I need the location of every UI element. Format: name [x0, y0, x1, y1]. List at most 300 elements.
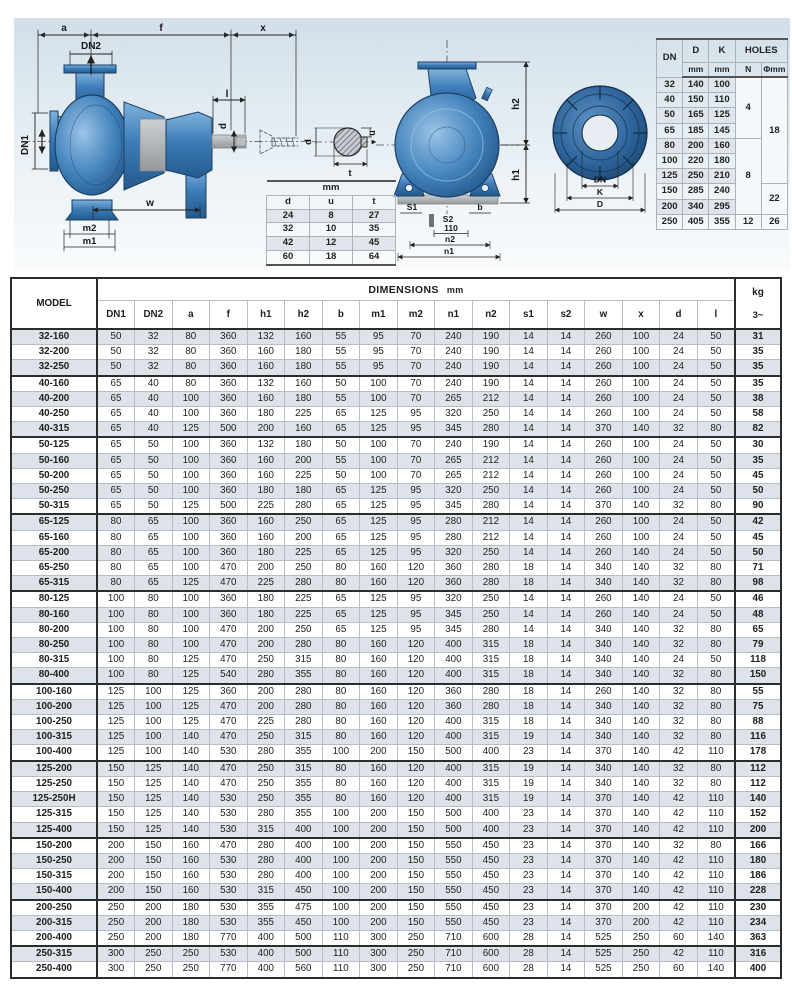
dim-cell: 315: [472, 653, 510, 668]
dim-cell: 370: [585, 822, 623, 838]
dim-cell: 80: [322, 730, 360, 745]
dim-cell: 14: [547, 561, 585, 576]
dim-cell: 190: [472, 329, 510, 345]
dim-cell: 18: [510, 684, 548, 700]
model-cell: 100-250: [11, 715, 97, 730]
dim-cell: 100: [622, 407, 660, 422]
dim-cell: 160: [360, 715, 398, 730]
dim-cell: 80: [135, 653, 173, 668]
dim-cell: 200: [360, 884, 398, 900]
dim-cell: 550: [435, 853, 473, 868]
dim-cell: 100: [172, 607, 210, 622]
dim-cell: 340: [585, 576, 623, 592]
kg-cell: 58: [735, 407, 781, 422]
dim-cell: 14: [547, 407, 585, 422]
dim-cell: 100: [360, 468, 398, 483]
kg-cell: 112: [735, 761, 781, 777]
dim-cell: 32: [660, 699, 698, 714]
dim-cell: 320: [435, 591, 473, 607]
dim-cell: 100: [172, 514, 210, 530]
dim-cell: 200: [360, 822, 398, 838]
dim-cell: 140: [622, 668, 660, 684]
dim-cell: 320: [435, 407, 473, 422]
flange-table-cell: 200: [657, 199, 683, 214]
dim-cell: 160: [285, 422, 323, 438]
dim-cell: 110: [697, 807, 735, 822]
dim-cell: 400: [285, 869, 323, 884]
dim-cell: 770: [210, 962, 248, 978]
kg-cell: 178: [735, 745, 781, 761]
flange-holes-phi-header: Φmm: [761, 63, 787, 78]
kg-cell: 88: [735, 715, 781, 730]
dim-cell: 14: [510, 360, 548, 376]
dim-cell: 125: [360, 607, 398, 622]
flange-table-cell: 125: [709, 108, 735, 123]
dim-cell: 500: [435, 822, 473, 838]
model-cell: 50-250: [11, 484, 97, 499]
dim-cell: 110: [322, 962, 360, 978]
dim-cell: 14: [547, 884, 585, 900]
dim-cell: 100: [360, 376, 398, 392]
table-row: [11, 391, 781, 406]
flange-table-cell: 405: [683, 214, 709, 229]
kg-cell: 71: [735, 561, 781, 576]
dim-label-dn: DN: [593, 174, 607, 185]
dim-cell: 190: [472, 360, 510, 376]
dim-cell: 200: [97, 884, 135, 900]
dim-cell: 450: [472, 884, 510, 900]
shaft-table-cell: 45: [353, 237, 396, 251]
dim-cell: 340: [585, 668, 623, 684]
dim-cell: 140: [622, 699, 660, 714]
dim-cell: 315: [472, 638, 510, 653]
dim-cell: 125: [172, 576, 210, 592]
table-row: [11, 730, 781, 745]
dim-cell: 225: [247, 499, 285, 515]
dim-cell: 65: [322, 530, 360, 545]
dim-cell: 200: [360, 838, 398, 854]
dim-cell: 50: [135, 437, 173, 453]
shaft-table-col-header: d: [267, 195, 310, 209]
dim-cell: 14: [547, 329, 585, 345]
model-cell: 150-250: [11, 853, 97, 868]
dim-cell: 50: [135, 453, 173, 468]
dim-column-header: n1: [435, 301, 473, 330]
flange-holes-phi-cell: 26: [761, 214, 787, 229]
table-row: [11, 900, 781, 916]
dim-cell: 360: [435, 561, 473, 576]
dim-cell: 200: [247, 684, 285, 700]
dim-cell: 150: [135, 853, 173, 868]
dim-cell: 14: [510, 607, 548, 622]
shaft-table-cell: 35: [353, 223, 396, 237]
dim-cell: 50: [697, 453, 735, 468]
dim-cell: 150: [397, 900, 435, 916]
dim-cell: 100: [97, 622, 135, 637]
dim-cell: 50: [697, 484, 735, 499]
dim-cell: 212: [472, 453, 510, 468]
dim-cell: 150: [397, 915, 435, 930]
dim-cell: 140: [622, 730, 660, 745]
dim-cell: 40: [135, 376, 173, 392]
dim-cell: 14: [547, 422, 585, 438]
dim-cell: 250: [397, 930, 435, 946]
model-cell: 50-200: [11, 468, 97, 483]
dim-cell: 14: [547, 915, 585, 930]
model-cell: 80-200: [11, 622, 97, 637]
dim-cell: 95: [397, 514, 435, 530]
dim-cell: 140: [172, 822, 210, 838]
table-row: [11, 668, 781, 684]
dim-cell: 125: [172, 668, 210, 684]
dim-cell: 14: [547, 745, 585, 761]
dim-cell: 140: [622, 607, 660, 622]
dim-column-header: w: [585, 301, 623, 330]
dim-cell: 95: [397, 545, 435, 560]
dim-cell: 14: [547, 776, 585, 791]
dim-label-a: a: [61, 23, 67, 34]
kg-cell: 234: [735, 915, 781, 930]
dim-cell: 360: [210, 484, 248, 499]
dim-cell: 100: [622, 376, 660, 392]
dim-cell: 140: [622, 653, 660, 668]
model-cell: 50-125: [11, 437, 97, 453]
dim-cell: 80: [172, 376, 210, 392]
dim-cell: 24: [660, 391, 698, 406]
dim-cell: 140: [172, 792, 210, 807]
kg-cell: 98: [735, 576, 781, 592]
dim-cell: 200: [247, 699, 285, 714]
dim-cell: 14: [547, 900, 585, 916]
model-cell: 65-160: [11, 530, 97, 545]
dim-cell: 65: [322, 514, 360, 530]
dim-cell: 65: [97, 499, 135, 515]
dim-cell: 140: [172, 761, 210, 777]
dim-cell: 400: [435, 715, 473, 730]
dim-cell: 80: [697, 668, 735, 684]
dim-cell: 180: [172, 900, 210, 916]
table-row: [11, 638, 781, 653]
dim-cell: 345: [435, 499, 473, 515]
dim-cell: 400: [285, 838, 323, 854]
dim-cell: 260: [585, 376, 623, 392]
dim-cell: 14: [510, 391, 548, 406]
dim-cell: 14: [510, 453, 548, 468]
flange-table-row: [657, 77, 788, 93]
table-row: [11, 776, 781, 791]
dim-cell: 100: [97, 591, 135, 607]
dim-cell: 160: [360, 761, 398, 777]
table-row: [11, 453, 781, 468]
dim-cell: 65: [322, 484, 360, 499]
dim-cell: 24: [660, 607, 698, 622]
table-row: [11, 545, 781, 560]
flange-holes-n-header: N: [735, 63, 761, 78]
dim-cell: 150: [97, 761, 135, 777]
dim-cell: 180: [172, 930, 210, 946]
dim-cell: 14: [510, 530, 548, 545]
dim-cell: 24: [660, 468, 698, 483]
dim-cell: 110: [697, 915, 735, 930]
dim-cell: 65: [97, 484, 135, 499]
dim-cell: 55: [322, 453, 360, 468]
kg-cell: 140: [735, 792, 781, 807]
dim-cell: 55: [322, 345, 360, 360]
dim-cell: 95: [397, 499, 435, 515]
dim-cell: 180: [285, 484, 323, 499]
dim-cell: 65: [322, 607, 360, 622]
table-row: [11, 499, 781, 515]
dim-cell: 100: [322, 807, 360, 822]
dim-cell: 80: [322, 561, 360, 576]
dim-column-header: h1: [247, 301, 285, 330]
table-row: [11, 930, 781, 946]
dim-cell: 14: [510, 545, 548, 560]
dim-cell: 19: [510, 792, 548, 807]
dim-cell: 110: [697, 822, 735, 838]
dim-cell: 250: [397, 946, 435, 962]
dim-cell: 250: [285, 561, 323, 576]
dim-cell: 400: [472, 822, 510, 838]
table-row: [11, 869, 781, 884]
dim-cell: 360: [210, 437, 248, 453]
dim-cell: 200: [97, 853, 135, 868]
dim-cell: 80: [172, 345, 210, 360]
flange-table-cell: 145: [709, 123, 735, 138]
dim-cell: 160: [247, 468, 285, 483]
flange-holes-n-cell: 12: [735, 214, 761, 229]
dim-cell: 360: [210, 391, 248, 406]
dim-cell: 140: [622, 807, 660, 822]
kg-cell: 50: [735, 484, 781, 499]
dim-cell: 125: [97, 730, 135, 745]
dim-cell: 14: [547, 437, 585, 453]
dim-cell: 14: [547, 376, 585, 392]
table-row: [11, 915, 781, 930]
model-cell: 100-315: [11, 730, 97, 745]
kg-cell: 118: [735, 653, 781, 668]
dim-label-n1: n1: [444, 246, 454, 256]
section-label-t: t: [348, 168, 352, 179]
kg-cell: 363: [735, 930, 781, 946]
kg-cell: 75: [735, 699, 781, 714]
dim-cell: 120: [397, 730, 435, 745]
dim-cell: 340: [585, 776, 623, 791]
dim-cell: 160: [360, 730, 398, 745]
dim-cell: 250: [247, 730, 285, 745]
model-cell: 32-200: [11, 345, 97, 360]
dim-cell: 14: [547, 792, 585, 807]
dim-cell: 65: [322, 545, 360, 560]
kg-cell: 186: [735, 869, 781, 884]
dim-cell: 340: [585, 730, 623, 745]
dim-cell: 14: [547, 730, 585, 745]
dim-cell: 100: [360, 391, 398, 406]
dim-cell: 100: [622, 437, 660, 453]
dim-cell: 160: [360, 776, 398, 791]
dim-cell: 14: [547, 807, 585, 822]
kg-cell: 200: [735, 822, 781, 838]
dim-cell: 370: [585, 499, 623, 515]
dim-cell: 140: [622, 422, 660, 438]
dim-cell: 125: [172, 684, 210, 700]
kg-cell: 35: [735, 376, 781, 392]
dim-cell: 100: [622, 391, 660, 406]
dim-cell: 250: [472, 484, 510, 499]
dim-cell: 24: [660, 530, 698, 545]
dim-cell: 140: [622, 684, 660, 700]
model-cell: 100-400: [11, 745, 97, 761]
dim-cell: 450: [472, 869, 510, 884]
dim-cell: 50: [697, 653, 735, 668]
dim-cell: 24: [660, 545, 698, 560]
dim-cell: 70: [397, 468, 435, 483]
table-row: [11, 962, 781, 978]
table-row: [11, 838, 781, 854]
dim-cell: 14: [547, 345, 585, 360]
dim-column-header: d: [660, 301, 698, 330]
dim-cell: 18: [510, 699, 548, 714]
dim-cell: 65: [97, 437, 135, 453]
flange-table-cell: 150: [657, 184, 683, 199]
dim-cell: 150: [397, 884, 435, 900]
dim-cell: 23: [510, 745, 548, 761]
dim-cell: 250: [622, 946, 660, 962]
technical-drawings-section: [14, 18, 790, 270]
dim-cell: 125: [360, 545, 398, 560]
dim-cell: 65: [97, 468, 135, 483]
model-cell: 250-315: [11, 946, 97, 962]
table-row: [11, 807, 781, 822]
dim-cell: 315: [247, 822, 285, 838]
dim-cell: 125: [360, 499, 398, 515]
model-cell: 125-400: [11, 822, 97, 838]
dim-cell: 150: [397, 853, 435, 868]
model-cell: 65-200: [11, 545, 97, 560]
shaft-key-table: [266, 180, 396, 266]
kg-cell: 46: [735, 591, 781, 607]
dim-cell: 360: [435, 576, 473, 592]
dim-cell: 50: [322, 376, 360, 392]
kg-cell: 35: [735, 360, 781, 376]
dim-cell: 260: [585, 607, 623, 622]
model-cell: 200-315: [11, 915, 97, 930]
dim-cell: 50: [135, 484, 173, 499]
dim-label-s2: S2: [442, 214, 454, 224]
dim-cell: 100: [322, 745, 360, 761]
dim-cell: 280: [247, 745, 285, 761]
dim-cell: 65: [97, 422, 135, 438]
dim-column-header: b: [322, 301, 360, 330]
dim-cell: 140: [172, 745, 210, 761]
kg-cell: 35: [735, 453, 781, 468]
dim-cell: 70: [397, 329, 435, 345]
dim-cell: 42: [660, 915, 698, 930]
dim-cell: 140: [172, 807, 210, 822]
dim-cell: 300: [360, 962, 398, 978]
dim-cell: 225: [285, 407, 323, 422]
dim-cell: 470: [210, 638, 248, 653]
dim-cell: 355: [285, 776, 323, 791]
dim-cell: 315: [472, 792, 510, 807]
dim-cell: 14: [547, 622, 585, 637]
model-cell: 100-160: [11, 684, 97, 700]
table-row: [11, 530, 781, 545]
dim-cell: 80: [697, 684, 735, 700]
dim-cell: 65: [97, 391, 135, 406]
dim-cell: 160: [247, 453, 285, 468]
table-row: [11, 653, 781, 668]
dim-cell: 470: [210, 622, 248, 637]
dim-cell: 125: [172, 499, 210, 515]
dim-cell: 14: [547, 930, 585, 946]
dim-cell: 32: [660, 576, 698, 592]
dim-cell: 360: [210, 453, 248, 468]
dim-cell: 24: [660, 329, 698, 345]
dim-cell: 200: [247, 422, 285, 438]
dim-cell: 100: [622, 345, 660, 360]
flange-table-cell: 65: [657, 123, 683, 138]
flange-table-cell: 100: [709, 77, 735, 93]
dim-cell: 42: [660, 946, 698, 962]
dim-cell: 450: [285, 884, 323, 900]
dim-cell: 80: [322, 699, 360, 714]
dim-cell: 360: [210, 684, 248, 700]
dim-cell: 50: [697, 329, 735, 345]
dim-cell: 265: [435, 468, 473, 483]
dim-cell: 100: [135, 730, 173, 745]
dim-cell: 125: [172, 699, 210, 714]
dim-cell: 100: [97, 653, 135, 668]
dim-cell: 125: [135, 776, 173, 791]
dim-column-header: n2: [472, 301, 510, 330]
dim-cell: 500: [210, 499, 248, 515]
dim-cell: 340: [585, 699, 623, 714]
dim-cell: 160: [285, 376, 323, 392]
dim-cell: 28: [510, 946, 548, 962]
dim-cell: 280: [247, 807, 285, 822]
table-row: [11, 853, 781, 868]
dim-label-dn1: DN1: [20, 134, 31, 156]
dim-cell: 280: [285, 715, 323, 730]
dim-cell: 120: [397, 561, 435, 576]
dim-cell: 200: [360, 745, 398, 761]
model-cell: 32-250: [11, 360, 97, 376]
dim-cell: 212: [472, 468, 510, 483]
table-row: [11, 822, 781, 838]
dim-cell: 360: [210, 345, 248, 360]
model-cell: 150-315: [11, 869, 97, 884]
dim-cell: 340: [585, 622, 623, 637]
dim-cell: 550: [435, 838, 473, 854]
dim-cell: 140: [172, 776, 210, 791]
dim-cell: 70: [397, 345, 435, 360]
shaft-table-cell: 18: [310, 250, 353, 264]
dim-cell: 110: [697, 853, 735, 868]
dim-label-n2: n2: [445, 234, 455, 244]
kg-header-label: kg: [752, 286, 764, 298]
table-row: [11, 484, 781, 499]
dim-cell: 475: [285, 900, 323, 916]
dim-cell: 100: [172, 591, 210, 607]
dim-cell: 55: [322, 360, 360, 376]
model-cell: 125-200: [11, 761, 97, 777]
dim-cell: 80: [322, 715, 360, 730]
dim-cell: 50: [697, 360, 735, 376]
dim-cell: 125: [172, 715, 210, 730]
model-cell: 80-125: [11, 591, 97, 607]
dim-cell: 100: [97, 607, 135, 622]
